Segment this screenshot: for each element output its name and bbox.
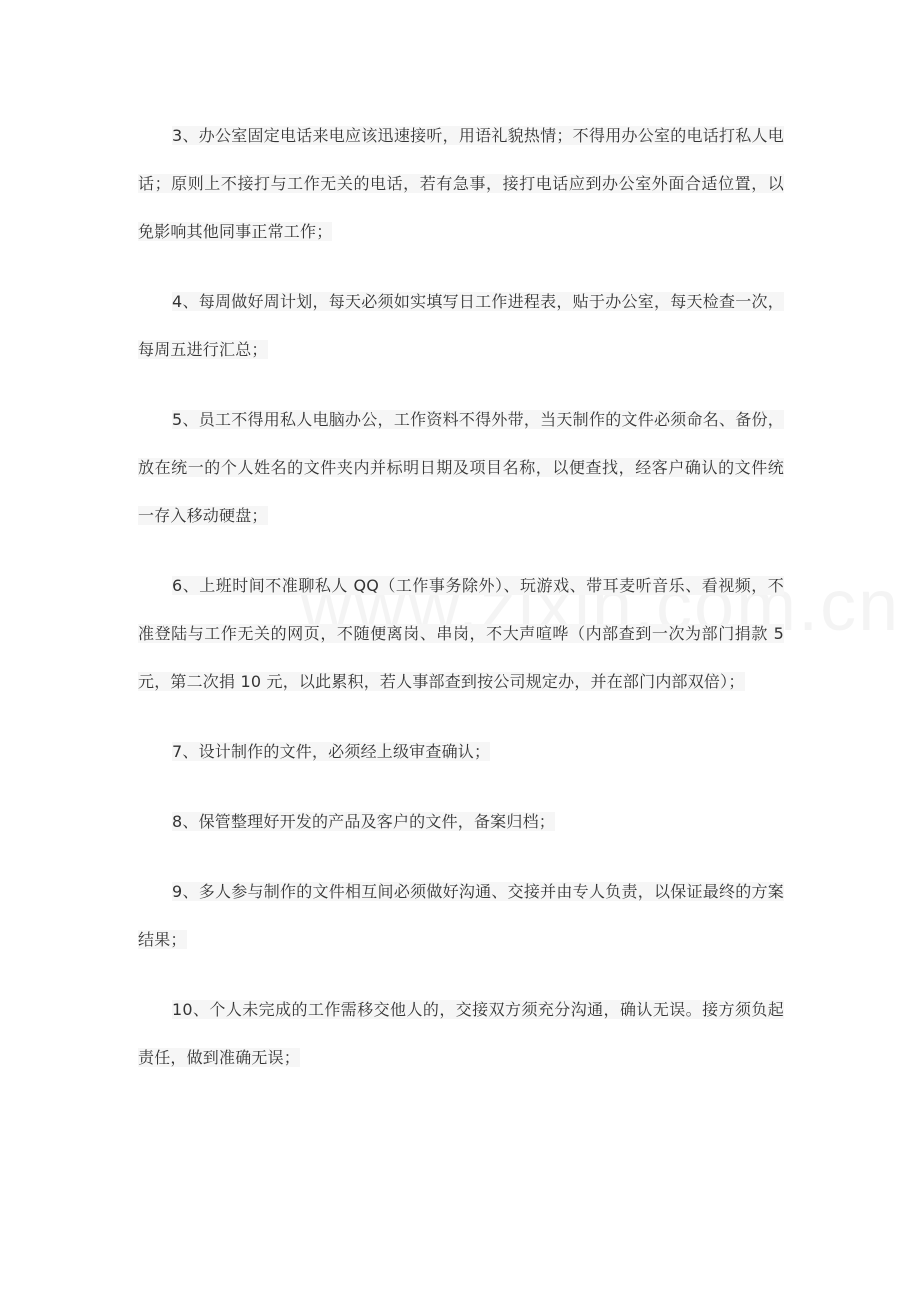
paragraph-text: 9、多人参与制作的文件相互间必须做好沟通、交接并由专人负责，以保证最终的方案结果；: [138, 882, 784, 949]
rule-paragraph-10: [138, 986, 784, 1082]
paragraph-text: 5、员工不得用私人电脑办公，工作资料不得外带，当天制作的文件必须命名、备份，放在统一的个人姓名的文件夹内并标明日期及项目名称，以便查找，经客户确认的文件统一存入移动硬盘；: [138, 410, 784, 525]
rule-paragraph-6: [138, 562, 784, 706]
rule-paragraph-8: [138, 798, 784, 846]
rule-paragraph-3: [138, 112, 784, 256]
rule-paragraph-5: [138, 396, 784, 540]
rule-paragraph-7: [138, 728, 784, 776]
paragraph-text: 4、每周做好周计划，每天必须如实填写日工作进程表，贴于办公室，每天检查一次，每周五进行汇总；: [138, 292, 784, 359]
paragraph-text: 7、设计制作的文件，必须经上级审查确认；: [172, 742, 491, 761]
rule-paragraph-9: [138, 868, 784, 964]
paragraph-text: 8、保管整理好开发的产品及客户的文件，备案归档；: [172, 812, 555, 831]
paragraph-text: 6、上班时间不准聊私人 QQ（工作事务除外）、玩游戏、带耳麦听音乐、看视频，不准登陆与工作无关的网页，不随便离岗、串岗，不大声喧哗（内部查到一次为部门捐款 5 元，第二次捐 10 元，以此累积，若人事部查到按公司规定办，并在部门内部双倍）；: [138, 576, 784, 691]
document-body: [138, 112, 784, 1104]
paragraph-text: 3、办公室固定电话来电应该迅速接听，用语礼貌热情；不得用办公室的电话打私人电话；原则上不接打与工作无关的电话，若有急事，接打电话应到办公室外面合适位置，以免影响其他同事正常工作；: [138, 126, 784, 241]
paragraph-text: 10、个人未完成的工作需移交他人的，交接双方须充分沟通，确认无误。接方须负起责任，做到准确无误；: [138, 1000, 784, 1067]
rule-paragraph-4: [138, 278, 784, 374]
